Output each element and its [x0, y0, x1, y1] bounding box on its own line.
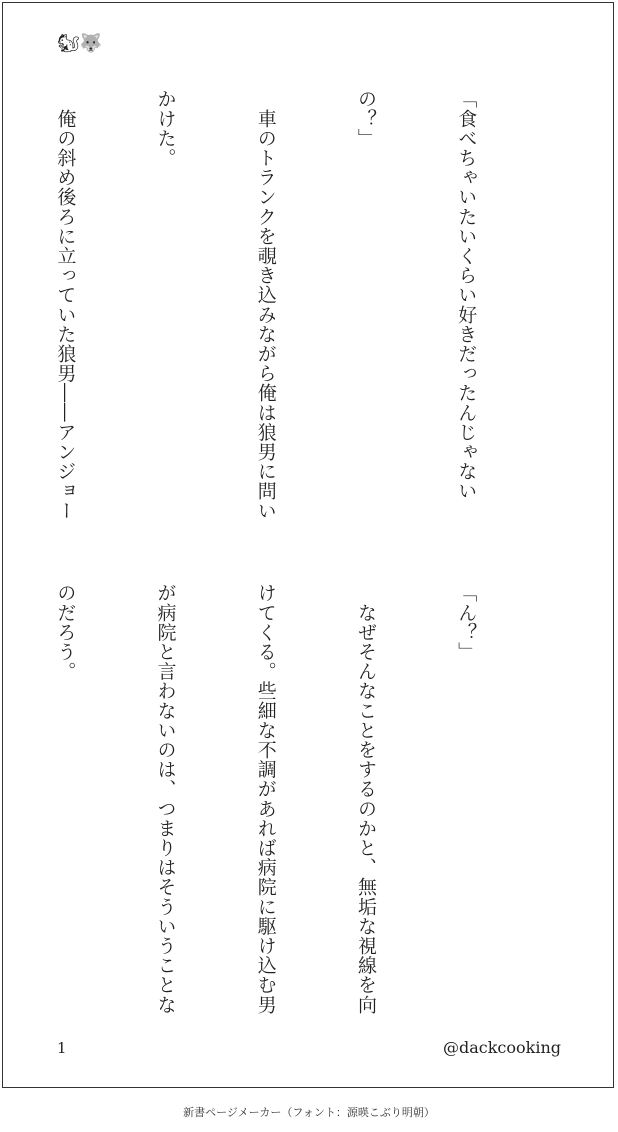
- text-line: 車のトランクを覗き込みながら俺は狼男に問い: [254, 89, 277, 521]
- text-line: けてくる。些細な不調があれば病院に駆け込む男: [254, 583, 277, 1015]
- text-block-bottom: [0, 583, 549, 1031]
- book-page: [2, 2, 614, 1088]
- text-line: 俺の斜め後ろに立っていた狼男――アンジョー: [54, 89, 77, 521]
- header-emoji: 🐿🐺: [57, 33, 103, 54]
- text-block-top: [0, 89, 549, 537]
- generator-caption: 新書ページメーカー（フォント：源暎こぶり明朝）: [183, 1106, 435, 1119]
- text-line: かけた。: [154, 89, 177, 168]
- author-handle: @dackcooking: [442, 1038, 561, 1057]
- text-line: が病院と言わないのは、つまりはそういうことな: [154, 583, 177, 1015]
- text-line: 「ん？」: [455, 583, 478, 662]
- text-line: なぜそんなことをするのかと、無垢な視線を向: [354, 583, 377, 1015]
- text-line: のだろう。: [54, 583, 77, 681]
- page-number: 1: [57, 1039, 67, 1057]
- text-line: 「食べちゃいたいくらい好きだったんじゃない: [455, 89, 478, 501]
- text-line: の？」: [354, 89, 377, 148]
